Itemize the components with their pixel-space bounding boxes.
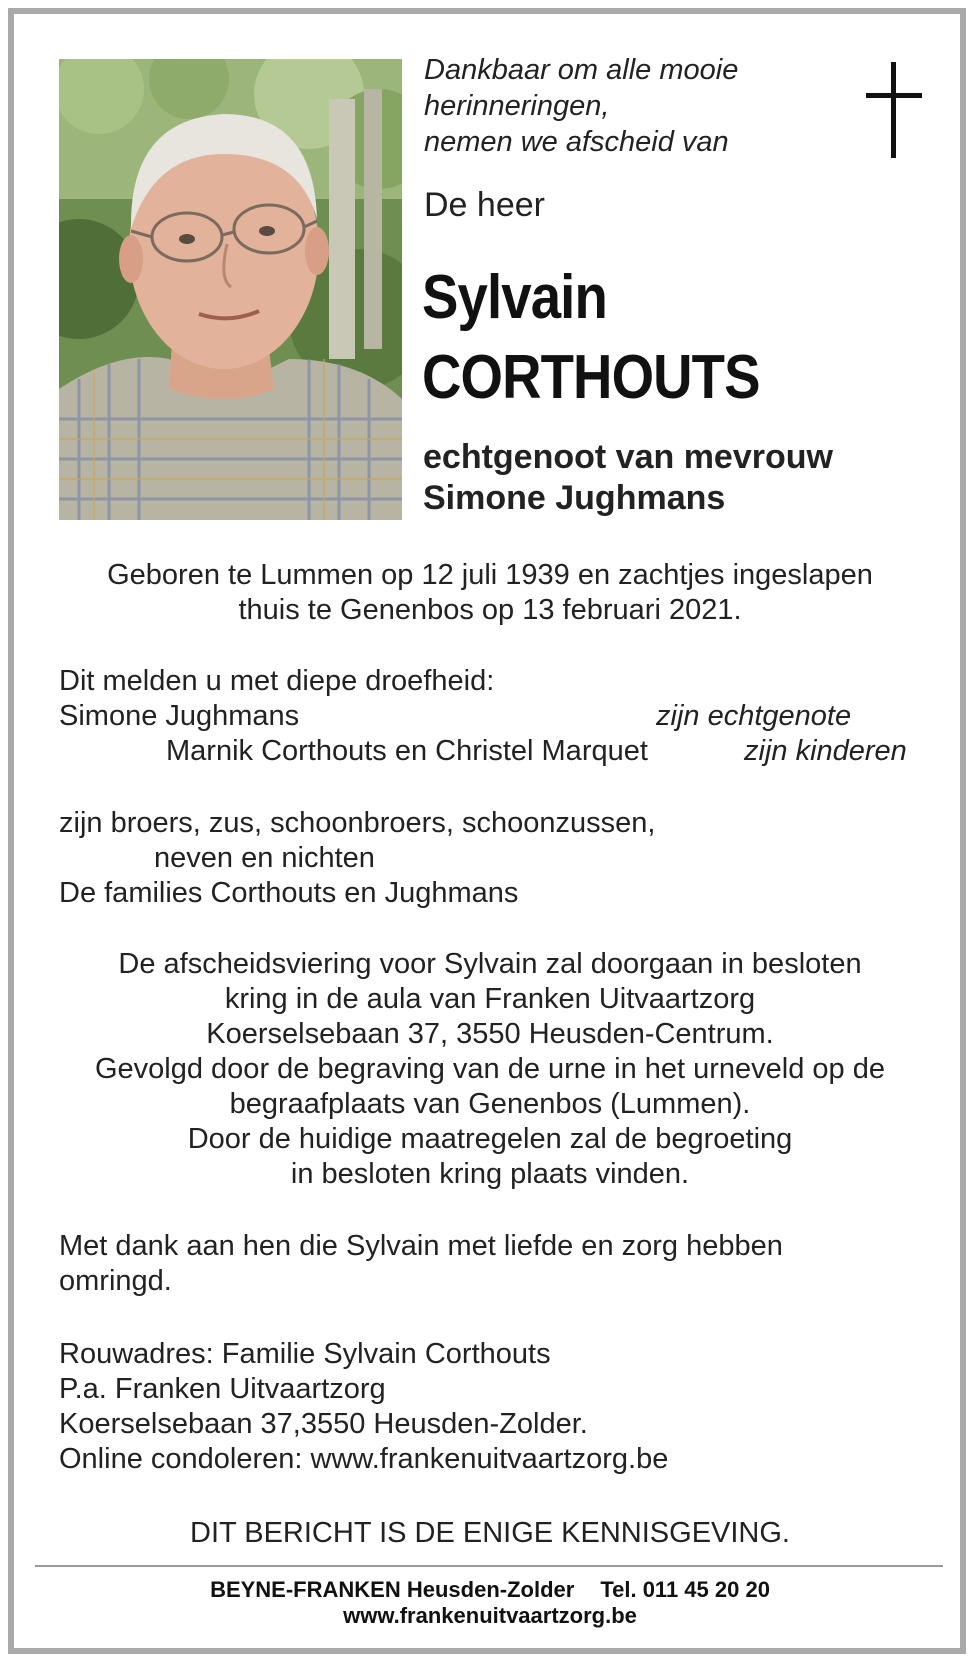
thanks-line: Met dank aan hen die Sylvain met liefde en zorg hebben (59, 1230, 783, 1262)
ceremony-line: De afscheidsviering voor Sylvain zal doorgaan in besloten (118, 948, 862, 980)
intro-text (424, 52, 738, 160)
family-intro: Dit melden u met diepe droefheid: (59, 665, 495, 697)
intro-line: Dankbaar om alle mooie (424, 54, 739, 86)
portrait-photo (59, 59, 402, 520)
relatives-line: neven en nichten (154, 842, 375, 874)
family-member-relation: zijn kinderen (744, 735, 907, 767)
ceremony-line: Door de huidige maatregelen zal de begroeting (187, 1123, 793, 1155)
family-member-name: Marnik Corthouts en Christel Marquet (166, 735, 648, 767)
family-member-relation: zijn echtgenote (656, 700, 852, 732)
divider (35, 1565, 943, 1567)
spouse-name: Simone Jughmans (423, 479, 726, 517)
spouse-info (423, 437, 833, 519)
address-line: Rouwadres: Familie Sylvain Corthouts (59, 1338, 551, 1370)
spouse-line: echtgenoot van mevrouw (423, 438, 833, 476)
deceased-first-name: Sylvain (422, 263, 607, 332)
deceased-last-name: CORTHOUTS (422, 343, 760, 412)
birth-info (20, 558, 960, 628)
ceremony-line: begraafplaats van Genenbos (Lummen). (229, 1088, 751, 1120)
intro-line: nemen we afscheid van (424, 126, 729, 158)
ceremony-line: kring in de aula van Franken Uitvaartzorg (224, 983, 756, 1015)
ceremony-line: in besloten kring plaats vinden. (290, 1158, 690, 1190)
birth-line: Geboren te Lummen op 12 juli 1939 en zachtjes ingeslapen (107, 559, 873, 591)
funeral-home-phone[interactable]: Tel. 011 45 20 20 (600, 1577, 770, 1602)
ceremony-line: Gevolgd door de begraving van de urne in het urneveld op de (94, 1053, 885, 1085)
address-line: P.a. Franken Uitvaartzorg (59, 1373, 386, 1405)
relatives-line: zijn broers, zus, schoonbroers, schoonzussen, (59, 807, 656, 839)
families-line: De families Corthouts en Jughmans (59, 877, 519, 909)
thanks-line: omringd. (59, 1265, 172, 1297)
birth-line: thuis te Genenbos op 13 februari 2021. (238, 594, 742, 626)
funeral-home-website[interactable]: www.frankenuitvaartzorg.be (343, 1603, 637, 1628)
family-member-name: Simone Jughmans (59, 700, 300, 732)
ceremony-info (20, 947, 960, 1192)
footer-contact (20, 1577, 960, 1603)
honorific-title: De heer (424, 186, 545, 224)
intro-line: herinneringen, (424, 90, 610, 122)
condolence-link[interactable]: Online condoleren: www.frankenuitvaartzorg.be (59, 1443, 669, 1475)
cross-icon (866, 62, 922, 160)
funeral-home-name: BEYNE-FRANKEN Heusden-Zolder (210, 1577, 575, 1602)
ceremony-line: Koerselsebaan 37, 3550 Heusden-Centrum. (206, 1018, 774, 1050)
address-line: Koerselsebaan 37,3550 Heusden-Zolder. (59, 1408, 588, 1440)
notice: DIT BERICHT IS DE ENIGE KENNISGEVING. (190, 1517, 790, 1549)
